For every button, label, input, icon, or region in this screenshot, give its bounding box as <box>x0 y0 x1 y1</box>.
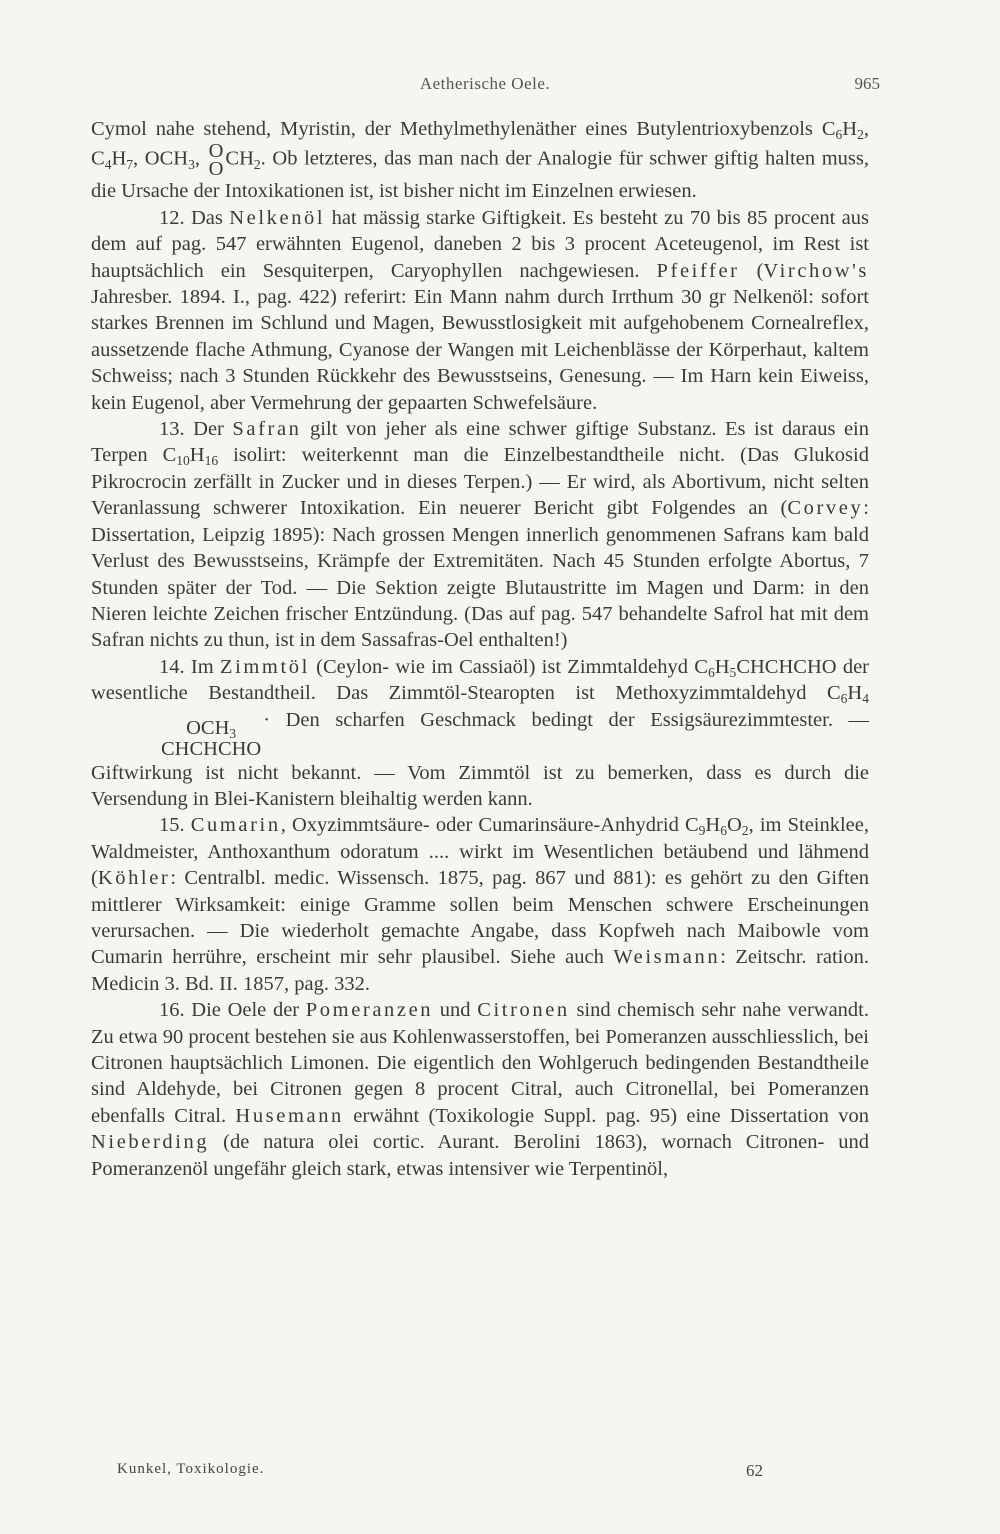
spaced-term: Cumarin <box>190 814 281 837</box>
paragraph-13-safran: 13. Der Safran gilt von jeher als eine schwer giftige Substanz. Es ist daraus ein Terpen $C_{10}H_{16}$ isolirt: weiterkennt man die Einzelbestandtheile nicht. (Das Glukosid Pikrocrocin zerfällt in Zucker und in dieses Terpen.) — Er wird, als Abortivum, nicht selten Veranlassung schwerer Intoxikation. Ein neuerer Bericht gibt Folgendes an (Corvey: Dissertation, Leipzig 1895): Nach grossen Mengen innerlich genommenen Safrans kam bald Verlust des Bewusstseins, Krämpfe der Extremitäten. Nach 45 Stunden erfolgte Abortus, 7 Stunden später der Tod. — Die Sektion zeigte Blutaustritte im Magen und Darm: in den Nieren leichte Zeichen frischer Entzündung. (Das auf pag. 547 behandelte Safrol hat mit dem Safran nichts zu thun, ist in dem Sassafras-Oel enthalten!) <box>91 418 869 652</box>
page-header <box>90 74 880 100</box>
running-title: Aetherische Oele. <box>419 74 551 93</box>
paragraph-15-cumarin: 15. Cumarin, Oxyzimmtsäure- oder Cumarinsäure-Anhydrid $C_9H_6O_2$, im Steinklee, Waldmeister, Anthoxanthum odoratum .... wirkt im Wesentlichen betäubend und lähmend (Köhler: Centralbl. medic. Wissensch. 1875, pag. 867 und 881): es gehört zu den Giften mittlerer Wirksamkeit: einige Gramme sollen beim Menschen schwere Erscheinungen verursachen. — Die wiederholt gemachte Angabe, dass Kopfweh nach Maibowle vom Cumarin herrühre, erscheint mir sehr plausibel. Siehe auch Weismann: Zeitschr. ration. Medicin 3. Bd. II. 1857, pag. 332. <box>91 814 870 995</box>
author-name: Virchow's <box>763 259 869 282</box>
paragraph-16-pomeranzen: 16. Die Oele der Pomeranzen und Citronen sind chemisch sehr nahe verwandt. Zu etwa 90 procent bestehen sie aus Kohlenwasserstoffen, bei Pomeranzen ausschliesslich, bei Citronen hauptsächlich Limonen. Die eigentlich den Wohlgeruch bedingenden Bestandtheile sind Aldehyde, bei Citronen gegen 8 procent Citral, auch Citronellal, bei Pomeranzen ebenfalls Citral. Husemann erwähnt (Toxikologie Suppl. pag. 95) eine Dissertation von Nieberding (de natura olei cortic. Aurant. Berolini 1863), wornach Citronen- und Pomeranzenöl ungefähr gleich stark, etwas intensiver wie Terpentinöl, <box>91 999 869 1180</box>
author-name: Köhler <box>97 867 171 890</box>
paragraph-intro: Cymol nahe stehend, Myristin, der Methylmethylenäther eines Butylentrioxybenzols $C_6H_2$, $C_4H_7$, $OCH_3$, O O $CH_2$. Ob letzteres, das man nach der Analogie für schwer giftig halten muss, die Ursache der Intoxikationen ist, ist bisher nicht im Einzelnen erwiesen. <box>91 118 869 203</box>
paragraph-12-nelkenoel: 12. Das Nelkenöl hat mässig starke Giftigkeit. Es besteht zu 70 bis 85 procent aus dem auf pag. 547 erwähnten Eugenol, daneben 2 bis 3 procent Aceteugenol, im Rest ist hauptsächlich ein Sesquiterpen, Caryophyllen nachgewiesen. Pfeiffer (Virchow's Jahresber. 1894. I., pag. 422) referirt: Ein Mann nahm durch Irrthum 30 gr Nelkenöl: sofort starkes Brennen im Schlund und Magen, Bewusstlosigkeit mit aufgehobenem Cornealreflex, aussetzende flache Athmung, Cyanose der Wangen mit Leichenblässe der Körperhaut, kaltem Schweiss; nach 3 Stunden Rückkehr des Bewusstseins, Genesung. — Im Harn kein Eiweiss, kein Eugenol, aber Vermehrung der gepaarten Schwefelsäure. <box>91 206 870 414</box>
paragraph-14-zimmtoel: 14. Im Zimmtöl (Ceylon- wie im Cassiaöl) ist Zimmtaldehyd $C_6H_5CHCHCHO$ der wesentliche Bestandtheil. Das Zimmtöl-Stearopten ist Methoxyzimmtaldehyd $C_6H_4$ $OCH_3$ CHCHCHO · Den scharfen Geschmack bedingt der Essigsäurezimmtester. — Giftwirkung ist nicht bekannt. — Vom Zimmtöl ist zu bemerken, dass es durch die Versendung in Blei-Kanistern bleihaltig werden kann. <box>91 655 869 810</box>
sheet-number: 62 <box>746 1461 763 1480</box>
chemical-formula: $OCH_3$ CHCHCHO <box>161 716 262 760</box>
chemical-formula: O O <box>208 140 224 181</box>
spaced-term: Pomeranzen <box>305 999 434 1022</box>
spaced-term: Zimmtöl <box>219 655 310 678</box>
page-number: 965 <box>854 74 880 93</box>
author-name: Husemann <box>235 1104 344 1127</box>
author-name: Corvey <box>787 497 864 520</box>
page-footer <box>91 1461 869 1485</box>
spaced-term: Safran <box>232 418 302 441</box>
spaced-term: Citronen <box>477 999 570 1022</box>
signature-mark: Kunkel, Toxikologie. <box>117 1461 265 1477</box>
author-name: Weismann <box>613 946 721 969</box>
author-name: Pfeiffer <box>656 259 740 282</box>
spaced-term: Nelkenöl <box>229 206 326 229</box>
author-name: Nieberding <box>91 1131 210 1154</box>
page-body <box>91 116 869 1182</box>
